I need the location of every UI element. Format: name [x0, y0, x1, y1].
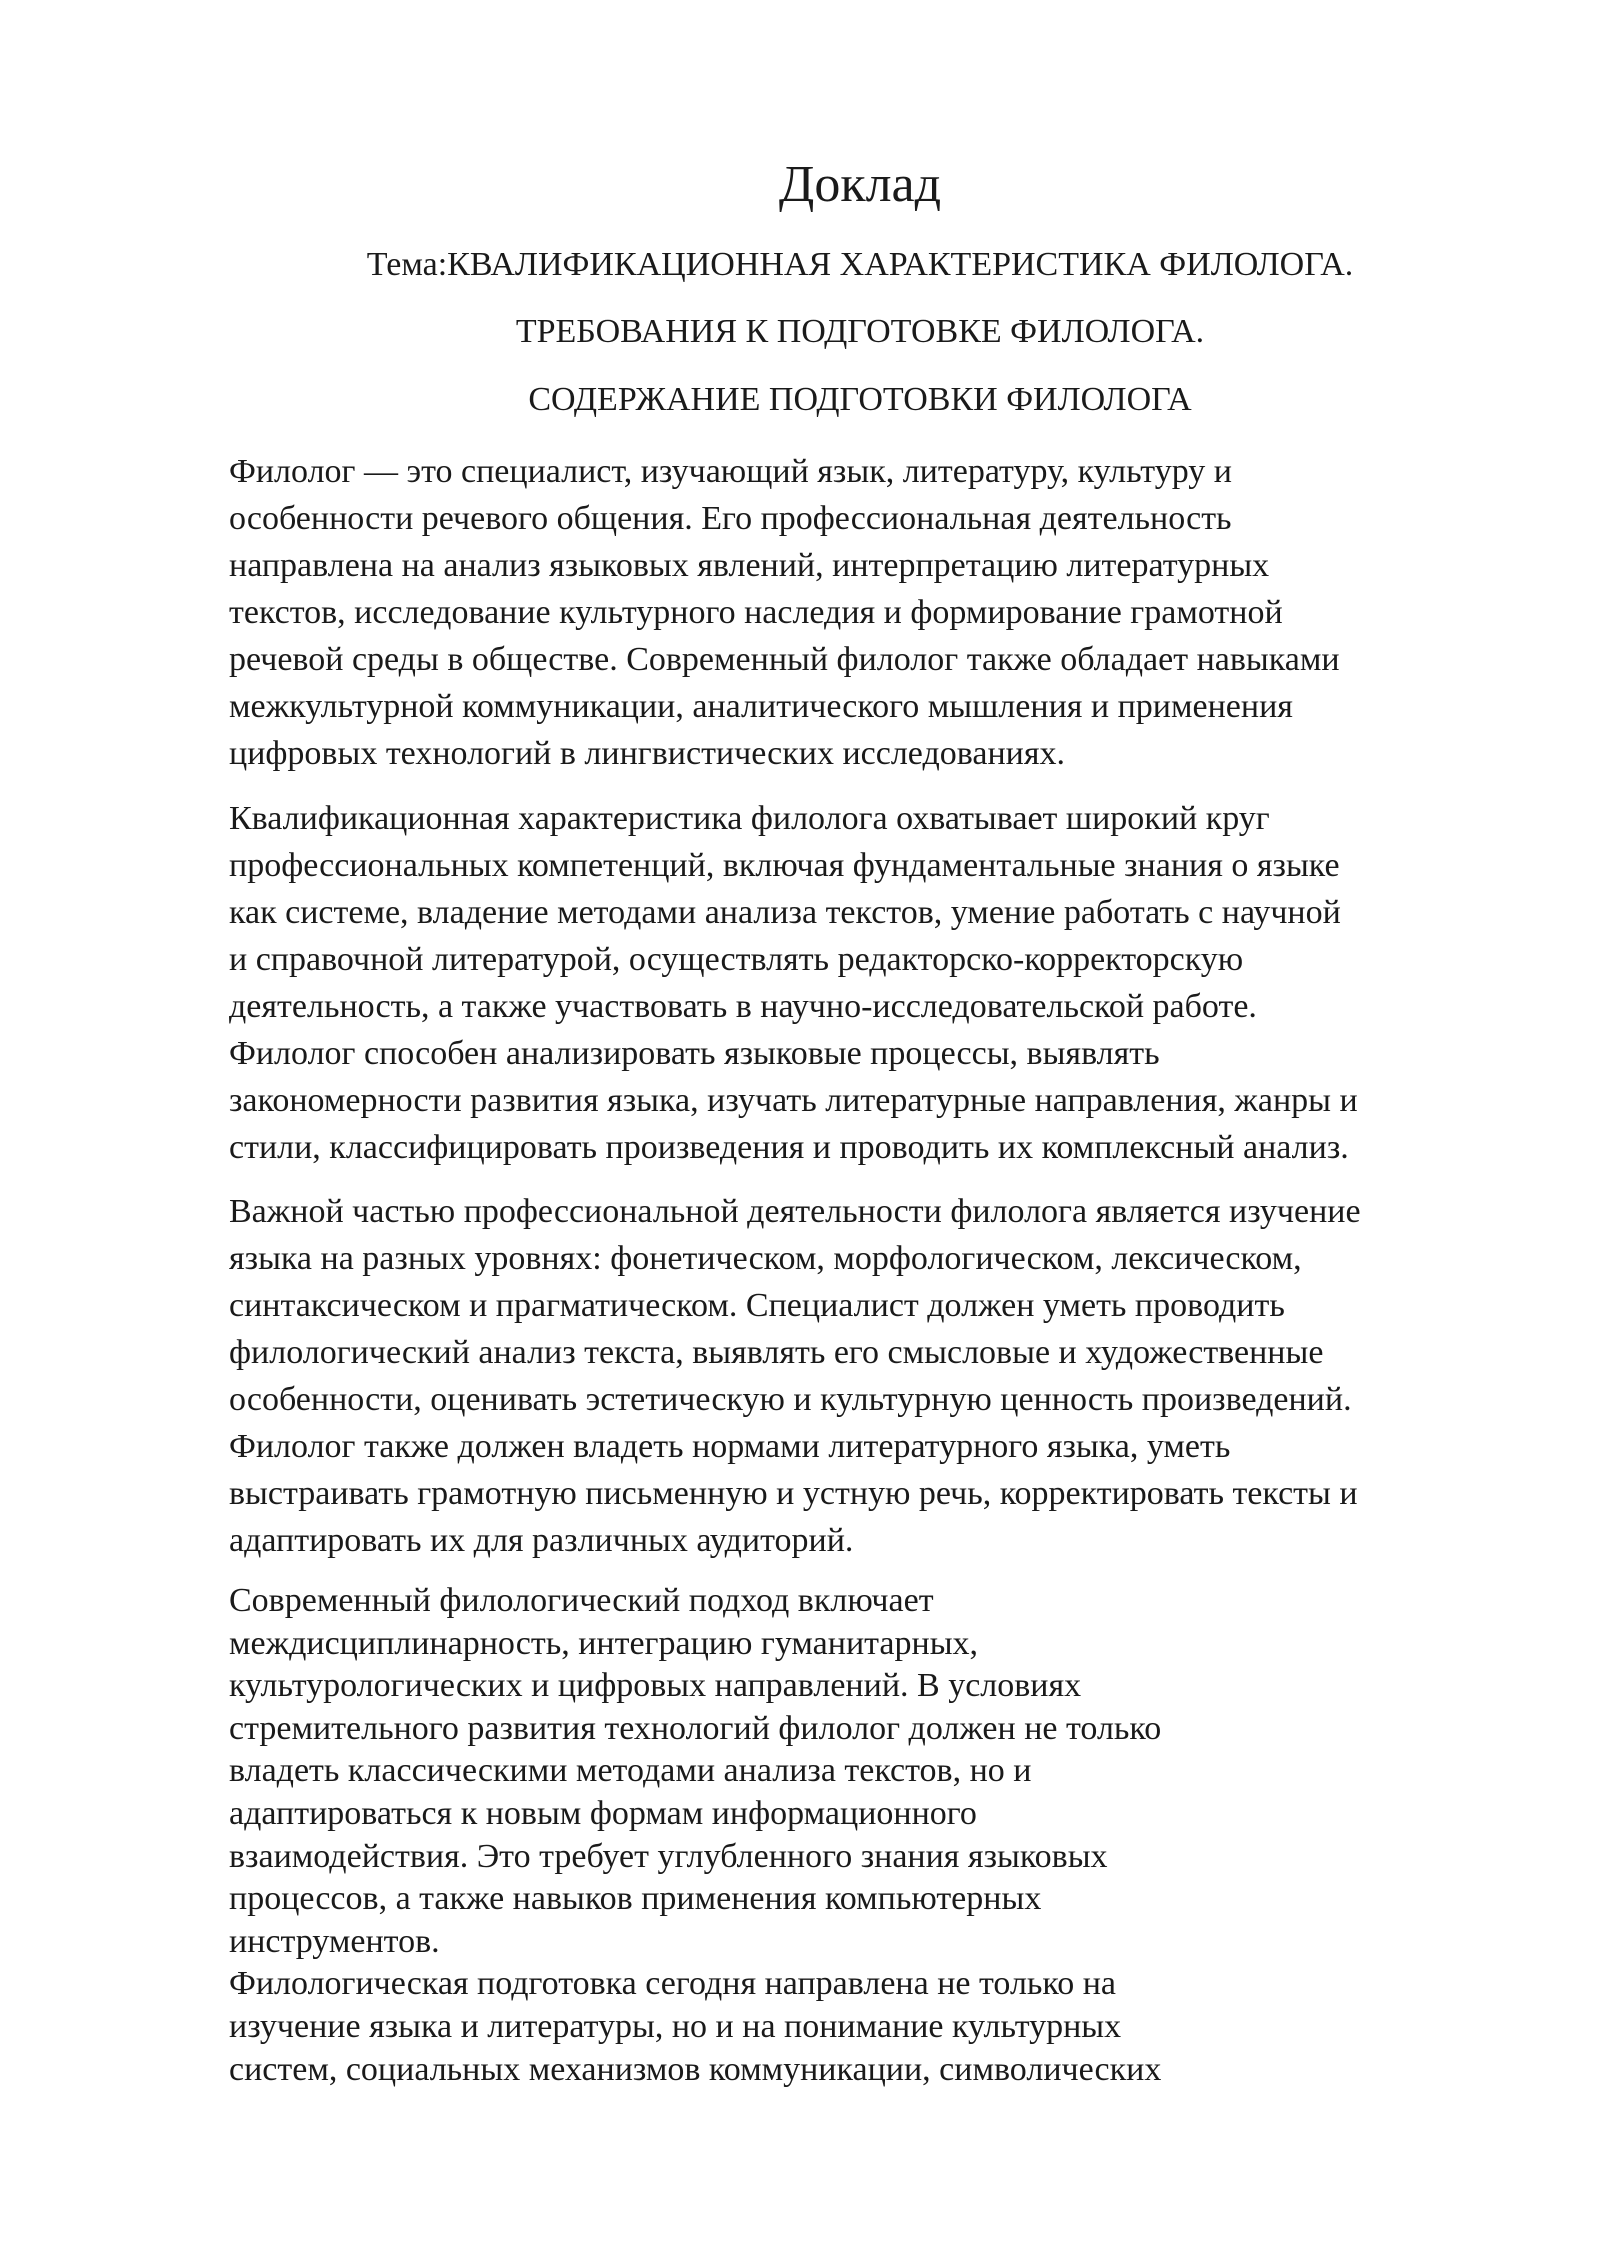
paragraph-qualification: Квалификационная характеристика филолога охватывает широкий круг профессиональных компетенций, включая фундаментальные знания о языке как системе, владение методами анализа текстов, умение работать с научной и справочной литературой, осуществлять редакторско-корректорскую деятельность, а также участвовать в научно-исследовательской работе. Филолог способен анализировать языковые процессы, выявлять закономерности развития языка, изучать литературные направления, жанры и стили, классифицировать произведения и проводить их комплексный анализ.: [229, 800, 1358, 1166]
document-title: Доклад: [778, 156, 942, 213]
topic-line-3: СОДЕРЖАНИЕ ПОДГОТОВКИ ФИЛОЛОГА: [528, 381, 1192, 418]
topic-line-2: ТРЕБОВАНИЯ К ПОДГОТОВКЕ ФИЛОЛОГА.: [515, 313, 1205, 350]
paragraph-training: Филологическая подготовка сегодня направлена не только на изучение языка и литературы, но и на понимание культурных систем, социальных механизмов коммуникации, символических: [229, 1965, 1162, 2088]
paragraph-language-levels: Важной частью профессиональной деятельности филолога является изучение языка на разных уровнях: фонетическом, морфологическом, лексическом, синтаксическом и прагматическом. Специалист должен уметь проводить филологический анализ текста, выявлять его смысловые и художественные особенности, оценивать эстетическую и культурную ценность произведений. Филолог также должен владеть нормами литературного языка, уметь выстраивать грамотную письменную и устную речь, корректировать тексты и адаптировать их для различных аудиторий.: [229, 1193, 1361, 1559]
paragraph-modern-approach: Современный филологический подход включает междисциплинарность, интеграцию гуманитарных, культурологических и цифровых направлений. В условиях стремительного развития технологий филолог должен не только владеть классическими методами анализа текстов, но и адаптироваться к новым формам информационного взаимодействия. Это требует углубленного знания языковых процессов, а также навыков применения компьютерных инструментов.: [229, 1582, 1162, 1960]
topic-line-1: Тема:КВАЛИФИКАЦИОННАЯ ХАРАКТЕРИСТИКА ФИЛОЛОГА.: [366, 246, 1354, 283]
document-body: [229, 448, 1529, 2091]
paragraph-intro: Филолог — это специалист, изучающий язык, литературу, культуру и особенности речевого общения. Его профессиональная деятельность направлена на анализ языковых явлений, интерпретацию литературных текстов, исследование культурного наследия и формирование грамотной речевой среды в обществе. Современный филолог также обладает навыками межкультурной коммуникации, аналитического мышления и применения цифровых технологий в лингвистических исследованиях.: [229, 453, 1340, 772]
